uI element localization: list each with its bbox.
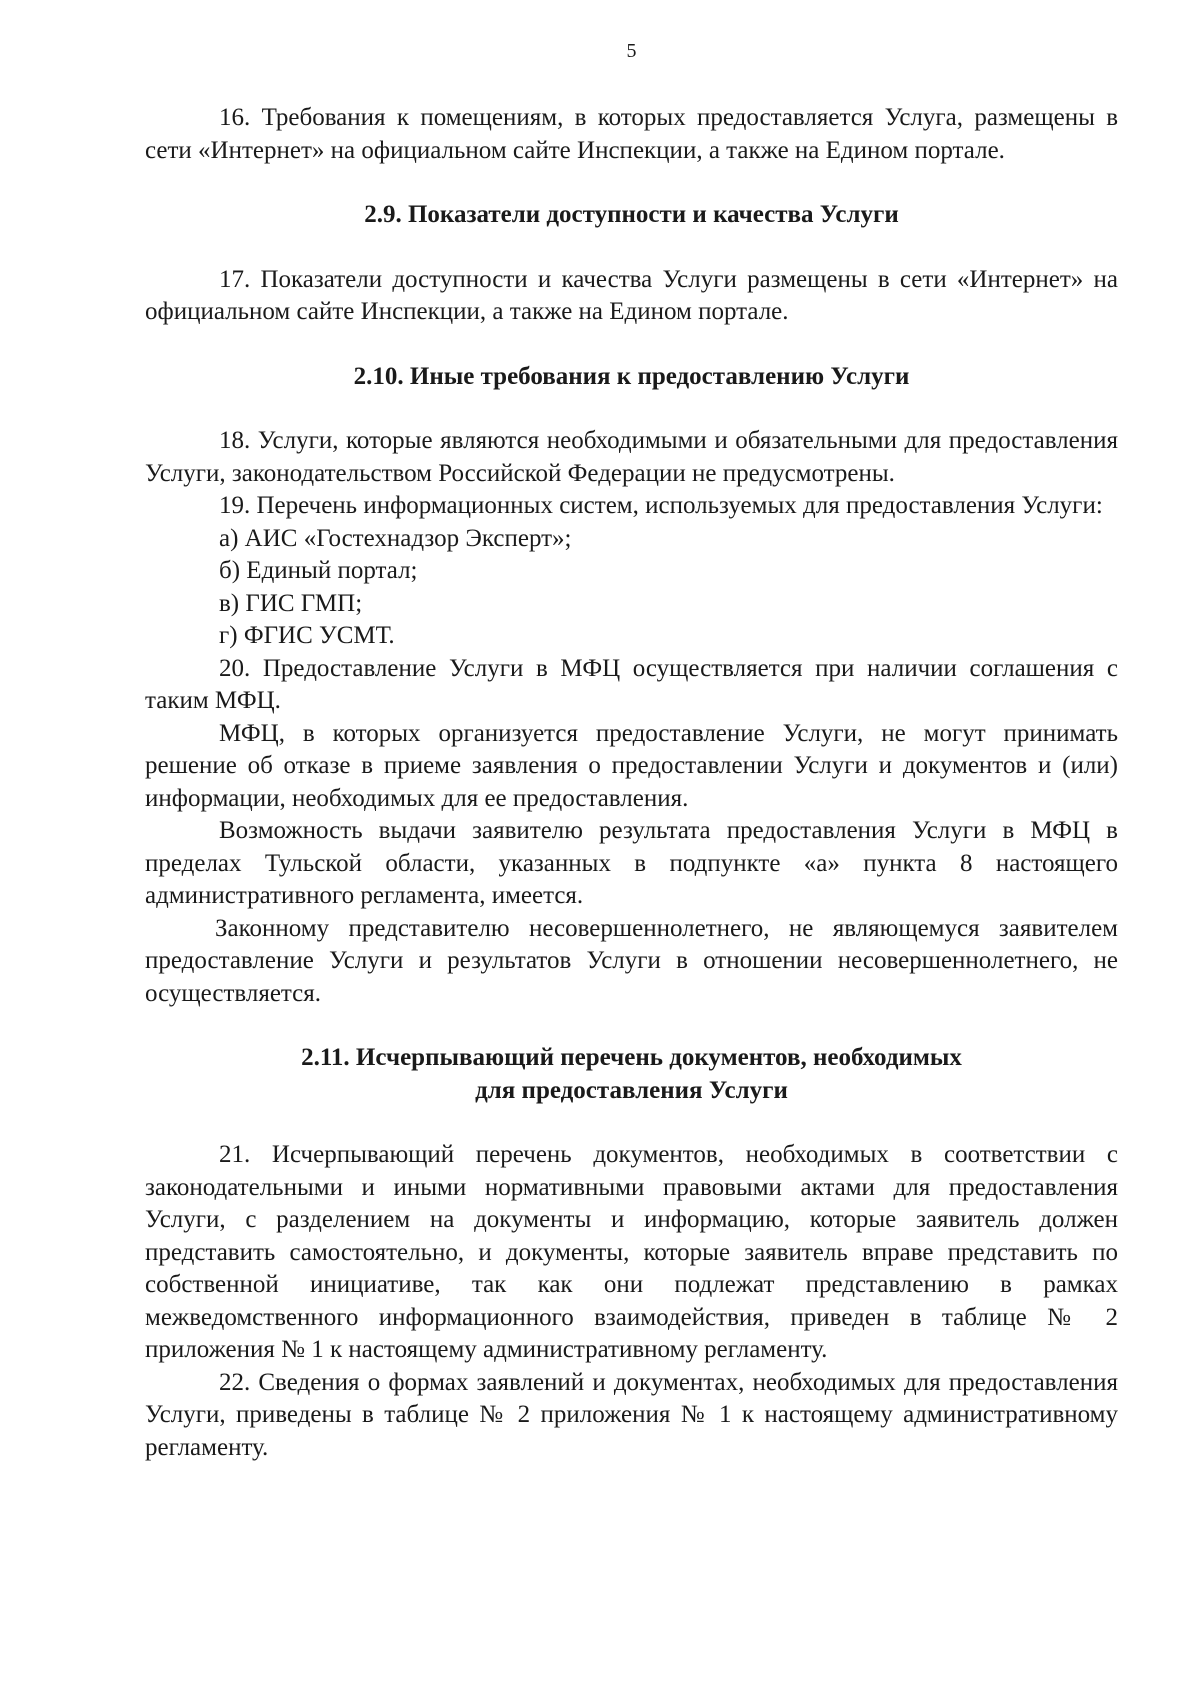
section-heading-2-9: 2.9. Показатели доступности и качества Услуги: [364, 201, 899, 228]
list-item: б) Единый портал;: [219, 557, 418, 584]
page-number: 5: [626, 40, 637, 62]
paragraph-20-legal-representative: Законному представителю несовершеннолетнего, не являющемуся заявителем предоставление Услуги и результатов Услуги в отношении несовершеннолетнего, не осуществляется.: [145, 914, 1118, 1007]
list-item: а) АИС «Гостехнадзор Эксперт»;: [219, 524, 572, 552]
paragraph-17: 17. Показатели доступности и качества Услуги размещены в сети «Интернет» на официальном сайте Инспекции, а также на Едином портале.: [145, 265, 1118, 325]
paragraph-19: 19. Перечень информационных систем, используемых для предоставления Услуги:: [219, 492, 1103, 519]
paragraph-20: 20. Предоставление Услуги в МФЦ осуществляется при наличии соглашения с таким МФЦ.: [145, 654, 1118, 714]
section-heading-2-11-line1: 2.11. Исчерпывающий перечень документов, необходимых: [301, 1044, 962, 1071]
paragraph-16: 16. Требования к помещениям, в которых предоставляется Услуга, размещены в сети «Интернет» на официальном сайте Инспекции, а также на Едином портале.: [145, 104, 1118, 164]
paragraph-20-mfc-refusal: МФЦ, в которых организуется предоставление Услуги, не могут принимать решение об отказе в приеме заявления о предоставлении Услуги и документов и (или) информации, необходимых для ее предоставления.: [145, 719, 1118, 812]
paragraph-21: 21. Исчерпывающий перечень документов, необходимых в соответствии с законодательными и иными нормативными правовыми актами для предоставления Услуги, с разделением на документы и информацию, которые заявитель должен представить самостоятельно, и документы, которые заявитель вправе представить по собственной инициативе, так как они подлежат представлению в рамках межведомственного информационного взаимодействия, приведен в таблице № 2 приложения № 1 к настоящему административному регламенту.: [145, 1141, 1118, 1363]
paragraph-20-mfc-issuance: Возможность выдачи заявителю результата предоставления Услуги в МФЦ в пределах Тульской области, указанных в подпункте «а» пункта 8 настоящего административного регламента, имеется.: [145, 817, 1118, 909]
paragraph-18: 18. Услуги, которые являются необходимыми и обязательными для предоставления Услуги, законодательством Российской Федерации не предусмотрены.: [145, 427, 1118, 487]
list-item: г) ФГИС УСМТ.: [219, 622, 395, 649]
section-heading-2-11-line2: для предоставления Услуги: [475, 1076, 788, 1104]
list-item: в) ГИС ГМП;: [219, 589, 363, 617]
section-heading-2-11: [145, 1042, 1118, 1107]
info-systems-list: [145, 523, 1118, 653]
paragraph-22: 22. Сведения о формах заявлений и документах, необходимых для предоставления Услуги, приведены в таблице № 2 приложения № 1 к настоящему административному регламенту.: [145, 1368, 1118, 1461]
section-heading-2-10: 2.10. Иные требования к предоставлению Услуги: [353, 362, 910, 390]
